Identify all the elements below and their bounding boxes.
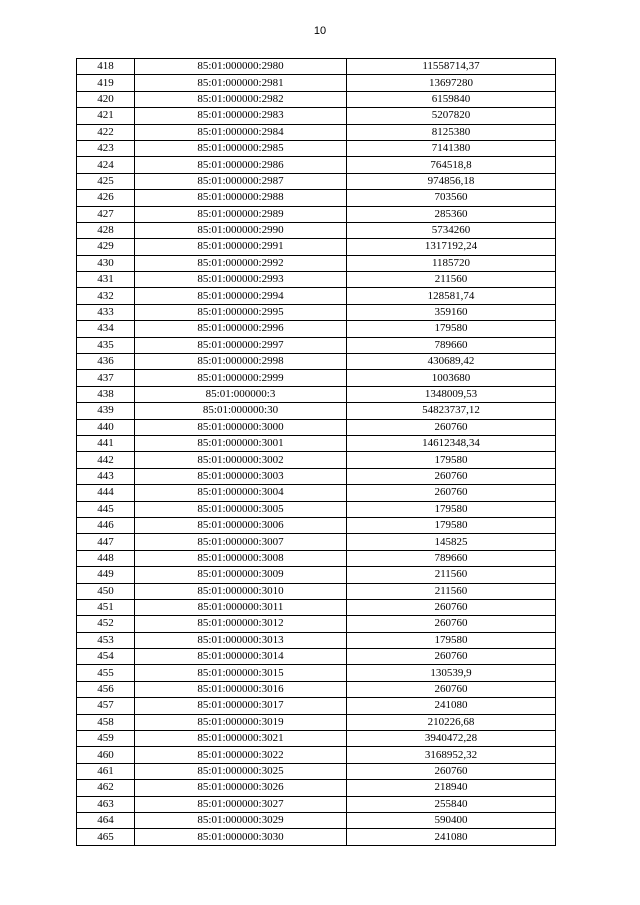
cadastral-number-cell: 85:01:000000:2993 [135,272,347,288]
value-cell: 211560 [347,272,556,288]
value-cell: 6159840 [347,91,556,107]
value-cell: 260760 [347,681,556,697]
table-row [77,321,556,337]
row-number-cell: 425 [77,173,135,189]
row-number-cell: 459 [77,731,135,747]
table-row [77,550,556,566]
cadastral-number-cell: 85:01:000000:2988 [135,190,347,206]
row-number-cell: 450 [77,583,135,599]
table-row [77,124,556,140]
row-number-cell: 443 [77,468,135,484]
row-number-cell: 429 [77,239,135,255]
value-cell: 285360 [347,206,556,222]
row-number-cell: 433 [77,304,135,320]
cadastral-number-cell: 85:01:000000:2982 [135,91,347,107]
value-cell: 179580 [347,501,556,517]
value-cell: 590400 [347,812,556,828]
cadastral-number-cell: 85:01:000000:3017 [135,698,347,714]
table-row [77,206,556,222]
table-row [77,272,556,288]
table-row [77,599,556,615]
row-number-cell: 420 [77,91,135,107]
value-cell: 241080 [347,698,556,714]
row-number-cell: 428 [77,222,135,238]
cadastral-number-cell: 85:01:000000:2997 [135,337,347,353]
row-number-cell: 465 [77,829,135,845]
value-cell: 130539,9 [347,665,556,681]
value-cell: 260760 [347,419,556,435]
table-row [77,91,556,107]
value-cell: 260760 [347,485,556,501]
cadastral-number-cell: 85:01:000000:3029 [135,812,347,828]
cadastral-number-cell: 85:01:000000:3026 [135,780,347,796]
value-cell: 359160 [347,304,556,320]
row-number-cell: 451 [77,599,135,615]
value-cell: 5734260 [347,222,556,238]
cadastral-number-cell: 85:01:000000:3002 [135,452,347,468]
cadastral-number-cell: 85:01:000000:30 [135,403,347,419]
row-number-cell: 432 [77,288,135,304]
cadastral-number-cell: 85:01:000000:3027 [135,796,347,812]
row-number-cell: 419 [77,75,135,91]
cadastral-number-cell: 85:01:000000:3013 [135,632,347,648]
table-row [77,140,556,156]
row-number-cell: 445 [77,501,135,517]
table-row [77,452,556,468]
cadastral-number-cell: 85:01:000000:2996 [135,321,347,337]
row-number-cell: 460 [77,747,135,763]
value-cell: 974856,18 [347,173,556,189]
cadastral-number-cell: 85:01:000000:3022 [135,747,347,763]
row-number-cell: 454 [77,649,135,665]
table-row [77,386,556,402]
value-cell: 1185720 [347,255,556,271]
value-cell: 260760 [347,649,556,665]
value-cell: 764518,8 [347,157,556,173]
table-row [77,583,556,599]
table-row [77,370,556,386]
row-number-cell: 455 [77,665,135,681]
value-cell: 703560 [347,190,556,206]
value-cell: 255840 [347,796,556,812]
row-number-cell: 430 [77,255,135,271]
registry-table [76,58,556,846]
row-number-cell: 438 [77,386,135,402]
cadastral-number-cell: 85:01:000000:3005 [135,501,347,517]
value-cell: 14612348,34 [347,435,556,451]
cadastral-number-cell: 85:01:000000:3021 [135,731,347,747]
row-number-cell: 446 [77,517,135,533]
value-cell: 1003680 [347,370,556,386]
cadastral-number-cell: 85:01:000000:2991 [135,239,347,255]
value-cell: 179580 [347,632,556,648]
value-cell: 179580 [347,321,556,337]
cadastral-number-cell: 85:01:000000:3019 [135,714,347,730]
cadastral-number-cell: 85:01:000000:2995 [135,304,347,320]
table-row [77,763,556,779]
table-row [77,714,556,730]
row-number-cell: 458 [77,714,135,730]
value-cell: 3940472,28 [347,731,556,747]
registry-table-body [77,59,556,846]
value-cell: 789660 [347,337,556,353]
cadastral-number-cell: 85:01:000000:2990 [135,222,347,238]
cadastral-number-cell: 85:01:000000:3012 [135,616,347,632]
cadastral-number-cell: 85:01:000000:3003 [135,468,347,484]
value-cell: 241080 [347,829,556,845]
row-number-cell: 437 [77,370,135,386]
value-cell: 430689,42 [347,354,556,370]
cadastral-number-cell: 85:01:000000:3011 [135,599,347,615]
row-number-cell: 427 [77,206,135,222]
row-number-cell: 447 [77,534,135,550]
value-cell: 54823737,12 [347,403,556,419]
cadastral-number-cell: 85:01:000000:2999 [135,370,347,386]
table-row [77,173,556,189]
value-cell: 1317192,24 [347,239,556,255]
table-row [77,681,556,697]
cadastral-number-cell: 85:01:000000:2984 [135,124,347,140]
row-number-cell: 444 [77,485,135,501]
value-cell: 211560 [347,567,556,583]
row-number-cell: 441 [77,435,135,451]
table-row [77,632,556,648]
value-cell: 11558714,37 [347,59,556,75]
row-number-cell: 431 [77,272,135,288]
cadastral-number-cell: 85:01:000000:2985 [135,140,347,156]
row-number-cell: 436 [77,354,135,370]
table-row [77,255,556,271]
row-number-cell: 422 [77,124,135,140]
row-number-cell: 452 [77,616,135,632]
row-number-cell: 456 [77,681,135,697]
table-row [77,829,556,845]
value-cell: 8125380 [347,124,556,140]
value-cell: 789660 [347,550,556,566]
table-row [77,75,556,91]
row-number-cell: 448 [77,550,135,566]
cadastral-number-cell: 85:01:000000:2987 [135,173,347,189]
table-row [77,59,556,75]
table-row [77,649,556,665]
table-row [77,435,556,451]
table-row [77,796,556,812]
value-cell: 218940 [347,780,556,796]
row-number-cell: 464 [77,812,135,828]
table-row [77,304,556,320]
table-row [77,665,556,681]
cadastral-number-cell: 85:01:000000:2986 [135,157,347,173]
row-number-cell: 423 [77,140,135,156]
value-cell: 128581,74 [347,288,556,304]
value-cell: 1348009,53 [347,386,556,402]
cadastral-number-cell: 85:01:000000:2983 [135,108,347,124]
table-row [77,485,556,501]
value-cell: 5207820 [347,108,556,124]
value-cell: 3168952,32 [347,747,556,763]
cadastral-number-cell: 85:01:000000:3016 [135,681,347,697]
row-number-cell: 453 [77,632,135,648]
row-number-cell: 424 [77,157,135,173]
cadastral-number-cell: 85:01:000000:3030 [135,829,347,845]
value-cell: 7141380 [347,140,556,156]
row-number-cell: 440 [77,419,135,435]
cadastral-number-cell: 85:01:000000:2980 [135,59,347,75]
value-cell: 260760 [347,616,556,632]
cadastral-number-cell: 85:01:000000:2992 [135,255,347,271]
table-row [77,616,556,632]
table-row [77,419,556,435]
table-row [77,222,556,238]
cadastral-number-cell: 85:01:000000:3010 [135,583,347,599]
cadastral-number-cell: 85:01:000000:2981 [135,75,347,91]
table-row [77,403,556,419]
value-cell: 260760 [347,468,556,484]
cadastral-number-cell: 85:01:000000:3 [135,386,347,402]
table-row [77,337,556,353]
table-row [77,812,556,828]
table-row [77,288,556,304]
table-row [77,731,556,747]
cadastral-number-cell: 85:01:000000:3015 [135,665,347,681]
row-number-cell: 435 [77,337,135,353]
table-row [77,239,556,255]
cadastral-number-cell: 85:01:000000:3007 [135,534,347,550]
table-row [77,190,556,206]
table-row [77,354,556,370]
row-number-cell: 457 [77,698,135,714]
table-row [77,698,556,714]
row-number-cell: 426 [77,190,135,206]
row-number-cell: 461 [77,763,135,779]
table-row [77,501,556,517]
value-cell: 210226,68 [347,714,556,730]
value-cell: 179580 [347,452,556,468]
cadastral-number-cell: 85:01:000000:3000 [135,419,347,435]
cadastral-number-cell: 85:01:000000:3008 [135,550,347,566]
table-row [77,747,556,763]
row-number-cell: 442 [77,452,135,468]
table-row [77,534,556,550]
value-cell: 211560 [347,583,556,599]
table-row [77,468,556,484]
row-number-cell: 439 [77,403,135,419]
cadastral-number-cell: 85:01:000000:3006 [135,517,347,533]
table-row [77,157,556,173]
cadastral-number-cell: 85:01:000000:3004 [135,485,347,501]
row-number-cell: 418 [77,59,135,75]
cadastral-number-cell: 85:01:000000:2989 [135,206,347,222]
value-cell: 145825 [347,534,556,550]
table-row [77,108,556,124]
value-cell: 13697280 [347,75,556,91]
value-cell: 260760 [347,599,556,615]
cadastral-number-cell: 85:01:000000:3014 [135,649,347,665]
value-cell: 260760 [347,763,556,779]
cadastral-number-cell: 85:01:000000:2998 [135,354,347,370]
row-number-cell: 462 [77,780,135,796]
page-number: 10 [313,25,327,37]
value-cell: 179580 [347,517,556,533]
row-number-cell: 449 [77,567,135,583]
row-number-cell: 434 [77,321,135,337]
cadastral-number-cell: 85:01:000000:3025 [135,763,347,779]
cadastral-number-cell: 85:01:000000:3009 [135,567,347,583]
row-number-cell: 463 [77,796,135,812]
cadastral-number-cell: 85:01:000000:2994 [135,288,347,304]
table-row [77,517,556,533]
cadastral-number-cell: 85:01:000000:3001 [135,435,347,451]
table-row [77,567,556,583]
table-row [77,780,556,796]
row-number-cell: 421 [77,108,135,124]
